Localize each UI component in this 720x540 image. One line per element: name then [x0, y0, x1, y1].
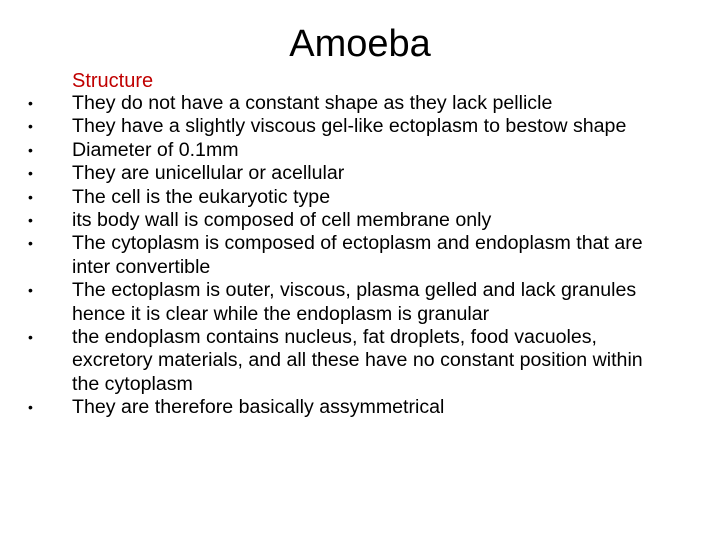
bullet-text: They have a slightly viscous gel-like ectoplasm to bestow shape: [72, 115, 627, 138]
bullet-text: They are unicellular or acellular: [72, 162, 345, 185]
bullet-text: its body wall is composed of cell membrane only: [72, 209, 492, 232]
bullet-item: [20, 115, 670, 138]
bullet-item: [20, 209, 670, 232]
bullet-dot-icon: •: [28, 329, 33, 346]
bullet-text: The cell is the eukaryotic type: [72, 185, 331, 208]
bullet-text: They are therefore basically assymmetrical: [72, 396, 445, 419]
bullet-dot-icon: •: [28, 282, 33, 299]
bullet-text: the endoplasm contains nucleus, fat droplets, food vacuoles, excretory materials, and all these have no constant position within the cytoplasm: [72, 326, 643, 395]
bullet-text: The cytoplasm is composed of ectoplasm and endoplasm that are inter convertible: [72, 232, 643, 278]
bullet-dot-icon: •: [28, 95, 33, 111]
bullet-item: [20, 162, 670, 185]
bullet-item: [20, 279, 670, 326]
bullet-text: Diameter of 0.1mm: [72, 138, 239, 161]
bullet-item: [20, 326, 670, 396]
bullet-item: [20, 232, 670, 279]
bullet-item: [20, 92, 670, 115]
bullet-dot-icon: •: [28, 235, 33, 252]
slide-title: [0, 20, 720, 68]
slide-title-text: Amoeba: [289, 23, 431, 65]
bullet-dot-icon: •: [28, 212, 33, 229]
bullet-list: [20, 92, 670, 420]
bullet-item: [20, 139, 670, 162]
subheading: Structure: [72, 70, 154, 92]
bullet-dot-icon: •: [28, 141, 33, 158]
bullet-dot-icon: •: [28, 165, 33, 182]
bullet-dot-icon: •: [28, 188, 33, 205]
bullet-item: [20, 186, 670, 209]
bullet-dot-icon: •: [28, 118, 33, 135]
bullet-text: The ectoplasm is outer, viscous, plasma gelled and lack granules hence it is clear while the endoplasm is granular: [72, 279, 637, 325]
bullet-item: [20, 396, 670, 419]
bullet-dot-icon: •: [28, 399, 33, 416]
bullet-text: They do not have a constant shape as they lack pellicle: [72, 92, 553, 114]
